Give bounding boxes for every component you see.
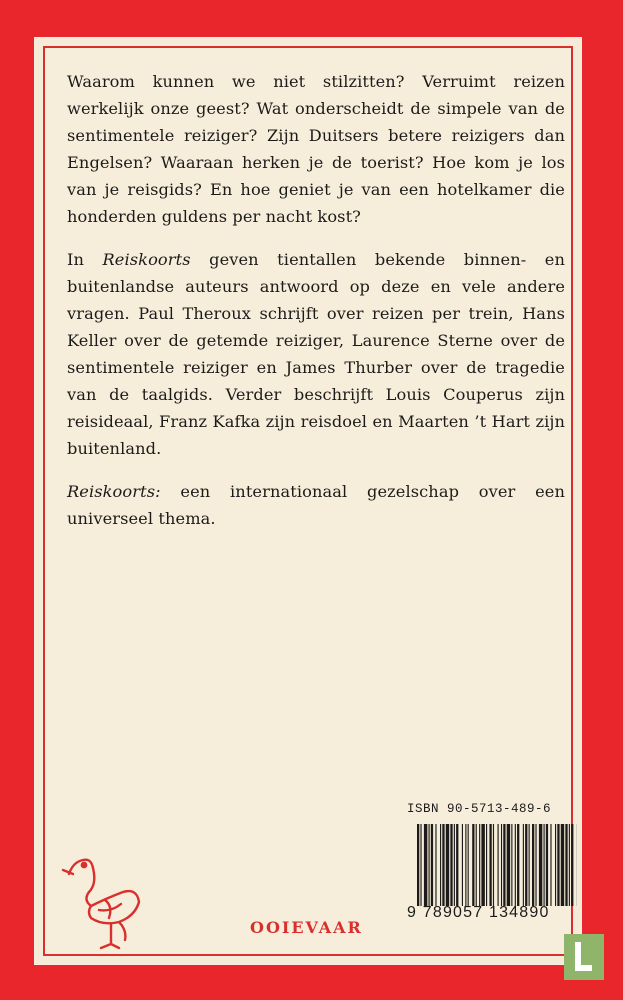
barcode-bar (440, 824, 441, 906)
isbn-label: ISBN 90-5713-489-6 (406, 802, 551, 816)
barcode-bar (479, 824, 480, 906)
barcode-bar (571, 824, 573, 906)
barcode-bar (550, 824, 551, 906)
barcode-bar (515, 824, 516, 906)
blurb-paragraph-3 (67, 478, 565, 532)
barcode-bar (501, 824, 502, 906)
barcode-bar (489, 824, 491, 906)
cover-panel (43, 46, 573, 956)
blurb-p3-body: een internationaal gezelschap over een universeel thema. (67, 482, 565, 528)
blurb-p2-intro: In (67, 250, 103, 269)
barcode-bar (539, 824, 542, 906)
barcode-bar (535, 824, 536, 906)
barcode-bar (546, 824, 548, 906)
barcode-bar (507, 824, 510, 906)
barcode-bar (486, 824, 487, 906)
barcode-bar (446, 824, 449, 906)
barcode-bar (555, 824, 556, 906)
barcode-bar (481, 824, 484, 906)
barcode-bar (529, 824, 530, 906)
barcode-bar (565, 824, 567, 906)
corner-tag-icon (564, 934, 604, 980)
barcode-bar (493, 824, 494, 906)
barcode (417, 824, 577, 906)
barcode-bar (429, 824, 430, 906)
barcode-bar (544, 824, 545, 906)
barcode-bar (420, 824, 421, 906)
barcode-bar (454, 824, 455, 906)
publisher-name: OOIEVAAR (250, 918, 363, 937)
barcode-bar (523, 824, 524, 906)
barcode-bar (476, 824, 477, 906)
barcode-bar (417, 824, 419, 906)
barcode-bar (503, 824, 505, 906)
stork-logo-icon (61, 840, 143, 950)
barcode-bar (557, 824, 559, 906)
barcode-bar (424, 824, 427, 906)
barcode-bar (569, 824, 570, 906)
barcode-number: 9 789057 134890 (407, 904, 550, 921)
blurb-text (67, 68, 565, 548)
barcode-bar (525, 824, 527, 906)
barcode-bar (468, 824, 469, 906)
book-title-reference: Reiskoorts: (67, 482, 161, 501)
cover-frame (35, 38, 581, 964)
barcode-bar (561, 824, 564, 906)
barcode-bar (517, 824, 519, 906)
barcode-bar (435, 824, 436, 906)
barcode-bar (498, 824, 499, 906)
barcode-bar (456, 824, 458, 906)
barcode-bar (450, 824, 452, 906)
barcode-bar (532, 824, 534, 906)
book-title-reference: Reiskoorts (102, 250, 191, 269)
barcode-bar (511, 824, 512, 906)
barcode-bar (465, 824, 466, 906)
barcode-bar (442, 824, 444, 906)
blurb-paragraph-2 (67, 246, 565, 462)
barcode-bar (462, 824, 463, 906)
barcode-bar (472, 824, 474, 906)
blurb-paragraph-1: Waarom kunnen we niet stilzitten? Verruimt reizen werkelijk onze geest? Wat onderscheidt de simpele van de sentimentele reiziger? Zijn Duitsers betere reizigers dan Engelsen? Waaraan herken je de toerist? Hoe kom je los van je reisgids? En hoe geniet je van een hotelkamer die honderden guldens per nacht kost? (67, 72, 565, 226)
blurb-p2-body: geven tientallen bekende binnen- en buitenlandse auteurs antwoord op deze en vele andere vragen. Paul Theroux schrijft over reizen per trein, Hans Keller over de getemde reiziger, Laurence Sterne over de sentimentele reiziger en James Thurber over de tragedie van de taalgids. Verder beschrijft Louis Couperus zijn reisideaal, Franz Kafka zijn reisdoel en Maarten ’t Hart zijn buitenland. (67, 250, 566, 458)
barcode-bar (431, 824, 433, 906)
